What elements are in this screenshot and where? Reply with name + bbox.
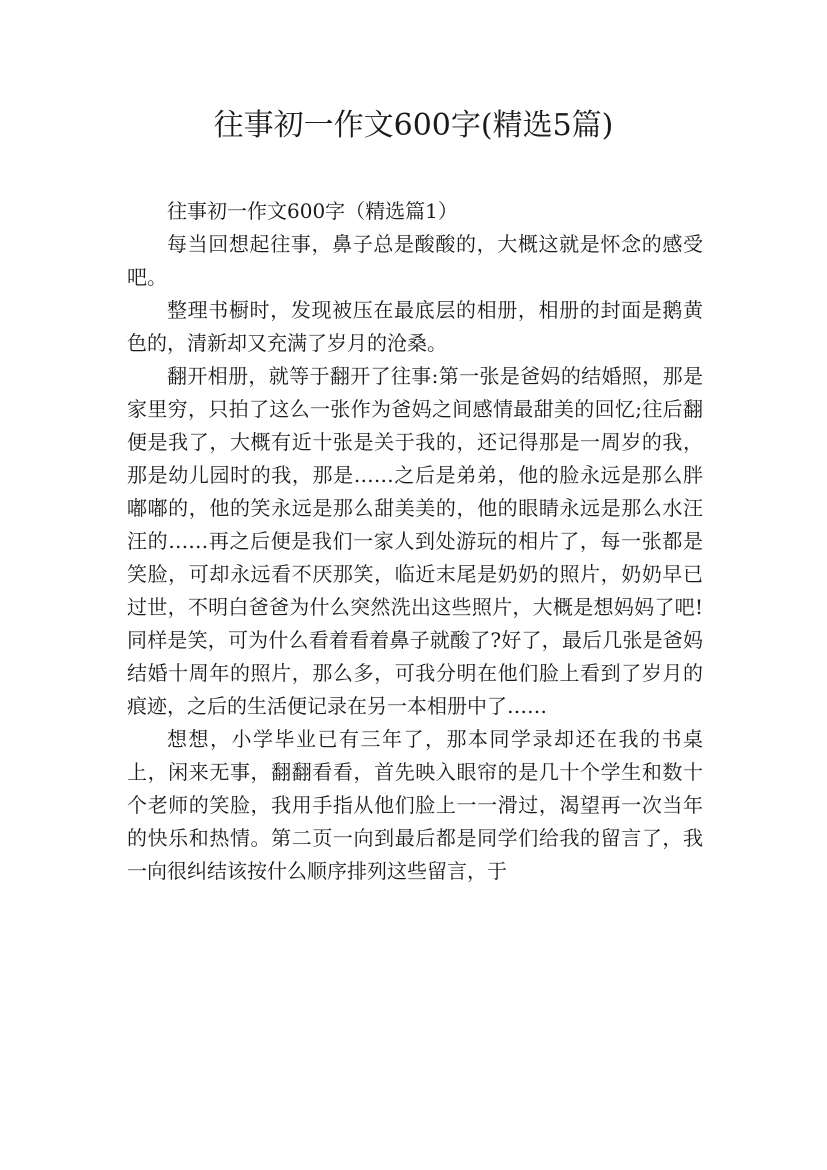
paragraph-3: 翻开相册，就等于翻开了往事:第一张是爸妈的结婚照，那是家里穷，只拍了这么一张作为爸妈之间感情最甜美的回忆;往后翻便是我了，大概有近十张是关于我的，还记得那是一周岁的我，那是幼儿园时的我，那是……之后是弟弟，他的脸永远是那么胖嘟嘟的，他的笑永远是那么甜美美的，他的眼睛永远是那么水汪汪的……再之后便是我们一家人到处游玩的相片了，每一张都是笑脸，可却永远看不厌那笑，临近末尾是奶奶的照片，奶奶早已过世，不明白爸爸为什么突然洗出这些照片，大概是想妈妈了吧!同样是笑，可为什么看着看着鼻子就酸了?好了，最后几张是爸妈结婚十周年的照片，那么多，可我分明在他们脸上看到了岁月的痕迹，之后的生活便记录在另一本相册中了……: [127, 364, 703, 718]
paragraph-4: 想想，小学毕业已有三年了，那本同学录却还在我的书桌上，闲来无事，翻翻看看，首先映入眼帘的是几十个学生和数十个老师的笑脸，我用手指从他们脸上一一滑过，渴望再一次当年的快乐和热情。第二页一向到最后都是同学们给我的留言了，我一向很纠结该按什么顺序排列这些留言，于: [127, 727, 703, 883]
document-title: 往事初一作文600字(精选5篇): [213, 108, 614, 143]
paragraph-1: 每当回想起往事，鼻子总是酸酸的，大概这就是怀念的感受吧。: [127, 232, 703, 289]
paragraph-2: 整理书橱时，发现被压在最底层的相册，相册的封面是鹅黄色的，清新却又充满了岁月的沧桑。: [127, 298, 703, 355]
document-body: [127, 195, 703, 888]
section-heading: 往事初一作文600字（精选篇1）: [167, 199, 458, 223]
